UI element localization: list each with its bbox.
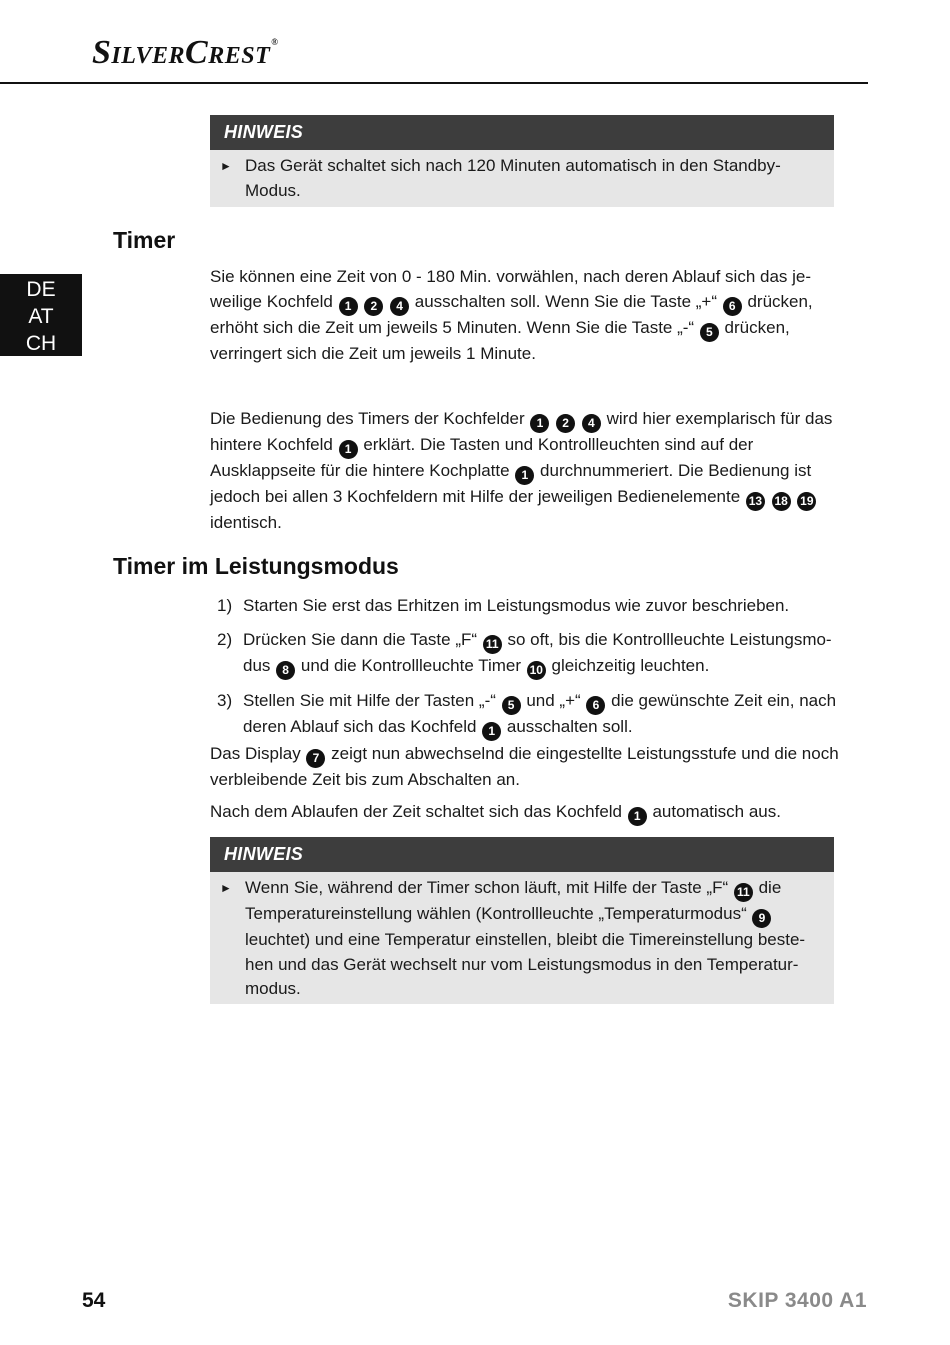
text-run: identisch. [210,513,282,532]
language-at: AT [28,305,54,328]
ref-circle: 5 [700,323,719,342]
list-item [210,689,842,741]
ref-circle: 18 [772,492,791,511]
ref-circle: 4 [390,297,409,316]
header-rule [0,82,868,84]
end-paragraph [210,800,840,826]
ref-circle: 7 [306,749,325,768]
section-heading-power-mode: Timer im Leistungsmodus [113,553,399,579]
timer-paragraph-2 [210,407,840,536]
text-run: Sie können eine Zeit von 0 - 180 Min. vorwählen, nach deren Ablauf sich das je-weilige Kochfeld [210,267,812,311]
text-run: ausschalten soll. Wenn Sie die Taste „+“ [410,291,722,311]
bullet-arrow-icon: ► [220,159,232,173]
note-box-standby [210,115,834,207]
step-number: 2) [217,629,233,649]
language-de: DE [26,278,56,301]
text-run: drücken, erhöht sich die Zeit um jeweils 5 Minuten. Wenn Sie die Taste „-“ [210,291,813,337]
text-run: Wenn Sie, während der Timer schon läuft, mit Hilfe der Taste „F“ [245,878,733,897]
section-heading-timer: Timer [113,227,176,253]
ref-circle: 6 [586,696,605,715]
text-run: ausschalten soll. [502,716,633,736]
timer-paragraph-1 [210,265,840,366]
note-text: Das Gerät schaltet sich nach 120 Minuten automatisch in den Standby-Modus. [245,156,781,200]
ref-circle: 11 [483,635,502,654]
model-name: SKIP 3400 A1 [727,1289,867,1312]
note-box-temperature [210,837,834,1004]
text-run: Stellen Sie mit Hilfe der Tasten „-“ [243,690,501,710]
text-run: leuchtet) und eine Temperatur einstellen, bleibt die Timereinstellung beste-hen und das Gerät wechselt nur vom Leistungsmodus in den Temperatur-modus. [245,930,806,999]
text-run: so oft, bis die Kontrollleuchte Leistungsmo-dus [243,629,832,675]
ref-circle: 1 [339,440,358,459]
page-number: 54 [82,1289,106,1312]
note-body [210,150,834,207]
ref-circle: 19 [797,492,816,511]
note-body [210,872,834,1006]
text-run: gleichzeitig leuchten. [546,655,710,675]
text-run: Starten Sie erst das Erhitzen im Leistungsmodus wie zuvor beschrieben. [243,596,790,615]
ref-circle: 6 [723,297,742,316]
note-heading: HINWEIS [210,837,834,872]
brand-logo [92,34,278,72]
text-run: und die Kontrollleuchte Timer [296,655,526,675]
display-paragraph [210,742,840,793]
ref-circle: 1 [339,297,358,316]
ref-circle: 10 [527,661,546,680]
ref-circle: 8 [276,661,295,680]
text-run: die gewünschte Zeit ein, nach deren Ablauf sich das Kochfeld [243,690,837,736]
text-run: die Temperatureinstellung wählen (Kontrollleuchte „Temperaturmodus“ [245,878,782,923]
ref-circle: 11 [734,883,753,902]
ref-circle: 1 [482,722,501,741]
list-item [210,594,842,619]
text-run: erklärt. Die Tasten und Kontrollleuchten sind auf der Ausklappseite für die hintere Kochplatte [210,435,754,480]
ref-circle: 5 [502,696,521,715]
ref-circle: 2 [556,414,575,433]
ref-circle: 13 [746,492,765,511]
text-run: durchnummeriert. Die Bedienung ist jedoch bei allen 3 Kochfeldern mit Hilfe der jeweiligen Bedienelemente [210,461,812,506]
text-run: automatisch aus. [647,802,781,821]
text-run: drücken, verringert sich die Zeit um jeweils 1 Minute. [210,317,790,363]
note-heading: HINWEIS [210,115,834,150]
text-run: Das Display [210,744,306,763]
text-run: Drücken Sie dann die Taste „F“ [243,629,482,649]
text-run: Nach dem Ablaufen der Zeit schaltet sich das Kochfeld [210,802,627,821]
ref-circle: 2 [364,297,383,316]
language-ch: CH [25,332,57,355]
ref-circle: 9 [752,909,771,928]
ref-circle: 1 [515,466,534,485]
ref-circle: 1 [530,414,549,433]
step-number: 3) [217,690,233,710]
bullet-arrow-icon: ► [220,881,232,895]
text-run: und „+“ [521,690,586,710]
registered-mark: ® [271,37,279,47]
language-tab [0,274,82,356]
list-item [210,628,842,680]
brand-name: SilverCrest [92,34,271,71]
ref-circle: 1 [628,807,647,826]
step-number: 1) [217,596,233,615]
text-run: Die Bedienung des Timers der Kochfelder [210,409,530,428]
text-run: zeigt nun abwechselnd die eingestellte Leistungsstufe und die noch verbleibende Zeit bis zum Abschalten an. [210,744,839,789]
steps-list [210,594,842,750]
ref-circle: 4 [582,414,601,433]
text-run: wird hier exemplarisch für das hintere Kochfeld [210,409,833,454]
